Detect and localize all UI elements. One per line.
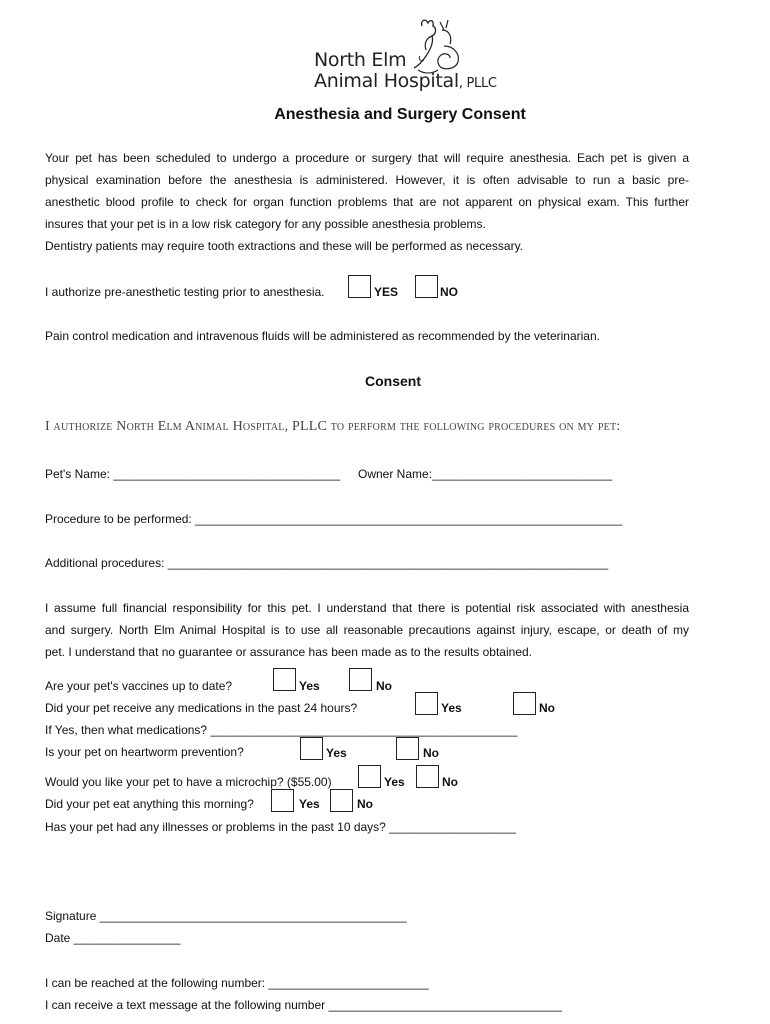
vaccines-question: Are your pet's vaccines up to date? [45, 679, 233, 693]
consent-heading: Consent [365, 373, 421, 389]
microchip-no-label: No [442, 775, 458, 789]
financial-line-2: and surgery. North Elm Animal Hospital is to use all reasonable precautions against injury, escape, or death of my [45, 623, 689, 637]
medications-yes-checkbox[interactable] [415, 692, 438, 715]
logo-suffix: , PLLC [458, 76, 497, 91]
authorize-testing-text: I authorize pre-anesthetic testing prior to anesthesia. [45, 285, 325, 299]
heartworm-no-label: No [423, 746, 439, 760]
illnesses-field[interactable]: Has your pet had any illnesses or problems in the past 10 days? ___________________ [45, 820, 516, 834]
signature-field[interactable]: Signature ______________________________________________ [45, 909, 407, 923]
medications-yes-label: Yes [441, 701, 462, 715]
page-title: Anesthesia and Surgery Consent [274, 106, 526, 123]
ate-no-label: No [357, 797, 373, 811]
testing-yes-label: YES [374, 285, 399, 299]
heartworm-yes-label: Yes [326, 746, 347, 760]
what-medications-field[interactable]: If Yes, then what medications? ______________________________________________ [45, 723, 518, 737]
text-number-field[interactable]: I can receive a text message at the following number ___________________________________ [45, 998, 563, 1012]
date-field[interactable]: Date ________________ [45, 931, 181, 945]
owner-name-field[interactable]: Owner Name:___________________________ [358, 467, 613, 481]
microchip-yes-label: Yes [384, 775, 405, 789]
pain-control-text: Pain control medication and intravenous fluids will be administered as recommended by the veterinarian. [45, 329, 600, 343]
additional-procedures-field[interactable]: Additional procedures: __________________________________________________________________ [45, 556, 609, 570]
medications-no-checkbox[interactable] [513, 692, 536, 715]
financial-line-1: I assume full financial responsibility for this pet. I understand that there is potential risk associated with anesthesia [45, 601, 689, 615]
intro-line-5: Dentistry patients may require tooth extractions and these will be performed as necessary. [45, 239, 524, 253]
microchip-question: Would you like your pet to have a microchip? ($55.00) [45, 775, 332, 789]
procedure-field[interactable]: Procedure to be performed: ________________________________________________________________ [45, 512, 623, 526]
medications-no-label: No [539, 701, 555, 715]
vaccines-no-label: No [376, 679, 392, 693]
medications-question: Did your pet receive any medications in the past 24 hours? [45, 701, 358, 715]
vaccines-no-checkbox[interactable] [349, 668, 372, 691]
cat-dog-logo-icon [404, 16, 468, 78]
microchip-no-checkbox[interactable] [416, 765, 439, 788]
pet-name-field[interactable]: Pet's Name: __________________________________ [45, 467, 341, 481]
clinic-logo [314, 16, 497, 94]
microchip-yes-checkbox[interactable] [358, 765, 381, 788]
logo-line-2 [314, 70, 497, 92]
vaccines-yes-label: Yes [299, 679, 320, 693]
financial-line-3: pet. I understand that no guarantee or assurance has been made as to the results obtained. [45, 645, 532, 659]
testing-no-checkbox[interactable] [415, 275, 438, 298]
ate-no-checkbox[interactable] [330, 789, 353, 812]
logo-line-1: North Elm [314, 49, 407, 71]
vaccines-yes-checkbox[interactable] [273, 668, 296, 691]
heartworm-question: Is your pet on heartworm prevention? [45, 745, 244, 759]
phone-number-field[interactable]: I can be reached at the following number: ________________________ [45, 976, 429, 990]
intro-line-1: Your pet has been scheduled to undergo a procedure or surgery that will require anesthesia. Each pet is given a [45, 151, 689, 165]
authorize-procedures-statement: I authorize North Elm Animal Hospital, PLLC to perform the following procedures on my pet: [45, 419, 621, 434]
heartworm-yes-checkbox[interactable] [300, 737, 323, 760]
intro-line-4: insures that your pet is in a low risk category for any possible anesthesia problems. [45, 217, 486, 231]
logo-line-2-main: Animal Hospital [314, 70, 459, 92]
ate-question: Did your pet eat anything this morning? [45, 797, 254, 811]
ate-yes-label: Yes [299, 797, 320, 811]
intro-line-2: physical examination before the anesthesia is administered. However, it is often advisable to run a basic pre- [45, 173, 689, 187]
testing-no-label: NO [440, 285, 458, 299]
ate-yes-checkbox[interactable] [271, 789, 294, 812]
heartworm-no-checkbox[interactable] [396, 737, 419, 760]
intro-line-3: anesthetic blood profile to check for organ function problems that are not apparent on physical exam. This further [45, 195, 689, 209]
testing-yes-checkbox[interactable] [348, 275, 371, 298]
